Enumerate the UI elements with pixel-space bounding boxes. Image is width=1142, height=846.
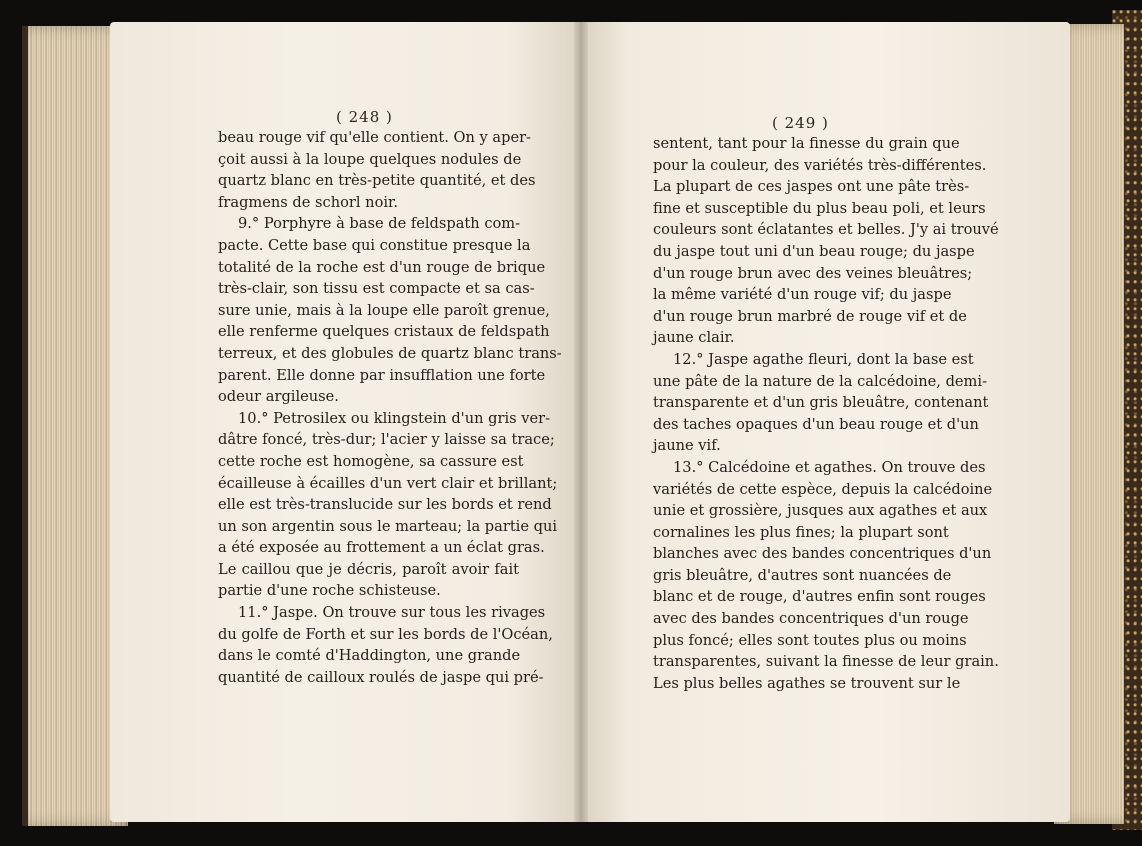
text-line: jaune vif. bbox=[653, 437, 721, 455]
right-page-text bbox=[653, 133, 999, 694]
text-line: terreux, et des globules de quartz blanc trans- bbox=[218, 344, 562, 362]
right-page-number: ( 249 ) bbox=[772, 114, 829, 132]
text-line: sure unie, mais à la loupe elle paroît grenue, bbox=[218, 301, 550, 319]
text-line: partie d'une roche schisteuse. bbox=[218, 582, 441, 600]
left-page-text bbox=[218, 127, 562, 688]
text-line: sentent, tant pour la finesse du grain que bbox=[653, 135, 960, 152]
text-line: du jaspe tout uni d'un beau rouge; du jaspe bbox=[653, 242, 975, 260]
text-line: 13.° Calcédoine et agathes. On trouve des bbox=[673, 458, 986, 476]
text-line: a été exposée au frottement a un éclat gras. bbox=[218, 539, 545, 557]
text-line: jaune clair. bbox=[653, 329, 735, 347]
text-line: gris bleuâtre, d'autres sont nuancées de bbox=[653, 566, 952, 584]
text-line: dâtre foncé, très-dur; l'acier y laisse sa trace; bbox=[218, 431, 555, 449]
text-line: elle est très-translucide sur les bords et rend bbox=[218, 496, 552, 514]
text-line: fragmens de schorl noir. bbox=[218, 193, 399, 211]
text-line: d'un rouge brun avec des veines bleuâtres; bbox=[653, 264, 973, 282]
text-line: un son argentin sous le marteau; la partie qui bbox=[218, 517, 558, 535]
text-line: la même variété d'un rouge vif; du jaspe bbox=[653, 286, 952, 304]
text-line: blanches avec des bandes concentriques d'un bbox=[653, 545, 992, 563]
text-line: blanc et de rouge, d'autres enfin sont rouges bbox=[653, 588, 986, 606]
text-line: 10.° Petrosilex ou klingstein d'un gris ver- bbox=[238, 409, 551, 427]
text-line: transparentes, suivant la finesse de leur grain. bbox=[653, 653, 999, 671]
text-line: 12.° Jaspe agathe fleuri, dont la base est bbox=[673, 350, 974, 368]
text-line: du golfe de Forth et sur les bords de l'Océan, bbox=[218, 625, 553, 643]
text-line: Les plus belles agathes se trouvent sur le bbox=[653, 674, 961, 692]
text-line: pacte. Cette base qui constitue presque la bbox=[218, 236, 531, 254]
text-line: une pâte de la nature de la calcédoine, demi- bbox=[653, 372, 987, 390]
text-line: elle renferme quelques cristaux de feldspath bbox=[218, 323, 550, 341]
text-line: 11.° Jaspe. On trouve sur tous les rivages bbox=[238, 604, 546, 622]
text-line: parent. Elle donne par insufflation une forte bbox=[218, 366, 546, 384]
text-line: d'un rouge brun marbré de rouge vif et de bbox=[653, 307, 967, 325]
left-page-number: ( 248 ) bbox=[336, 108, 393, 126]
text-line: La plupart de ces jaspes ont une pâte très- bbox=[653, 178, 970, 196]
text-line: Le caillou que je décris, paroît avoir fait bbox=[218, 560, 519, 578]
text-line: dans le comté d'Haddington, une grande bbox=[218, 647, 521, 665]
text-line: quartz blanc en très-petite quantité, et des bbox=[218, 172, 536, 190]
text-line: beau rouge vif qu'elle contient. On y aper- bbox=[218, 129, 531, 146]
text-line: unie et grossière, jusques aux agathes et aux bbox=[653, 502, 988, 520]
text-line: odeur argileuse. bbox=[218, 388, 339, 406]
text-line: écailleuse à écailles d'un vert clair et brillant; bbox=[218, 474, 558, 492]
text-line: transparente et d'un gris bleuâtre, contenant bbox=[653, 394, 989, 412]
text-line: çoit aussi à la loupe quelques nodules de bbox=[218, 150, 522, 168]
text-line: 9.° Porphyre à base de feldspath com- bbox=[238, 215, 521, 233]
text-line: pour la couleur, des variétés très-différentes. bbox=[653, 156, 987, 174]
text-line: avec des bandes concentriques d'un rouge bbox=[653, 610, 969, 628]
book-gutter bbox=[574, 22, 588, 822]
text-line: très-clair, son tissu est compacte et sa cas- bbox=[218, 280, 535, 298]
text-line: variétés de cette espèce, depuis la calcédoine bbox=[653, 480, 993, 498]
text-line: cornalines les plus fines; la plupart sont bbox=[653, 523, 949, 541]
text-line: fine et susceptible du plus beau poli, et leurs bbox=[653, 199, 986, 217]
text-line: plus foncé; elles sont toutes plus ou moins bbox=[653, 631, 967, 649]
text-line: des taches opaques d'un beau rouge et d'un bbox=[653, 415, 979, 433]
text-line: quantité de cailloux roulés de jaspe qui pré- bbox=[218, 668, 544, 686]
text-line: couleurs sont éclatantes et belles. J'y ai trouvé bbox=[653, 221, 999, 239]
text-line: totalité de la roche est d'un rouge de brique bbox=[218, 258, 546, 276]
text-line: cette roche est homogène, sa cassure est bbox=[218, 452, 524, 470]
